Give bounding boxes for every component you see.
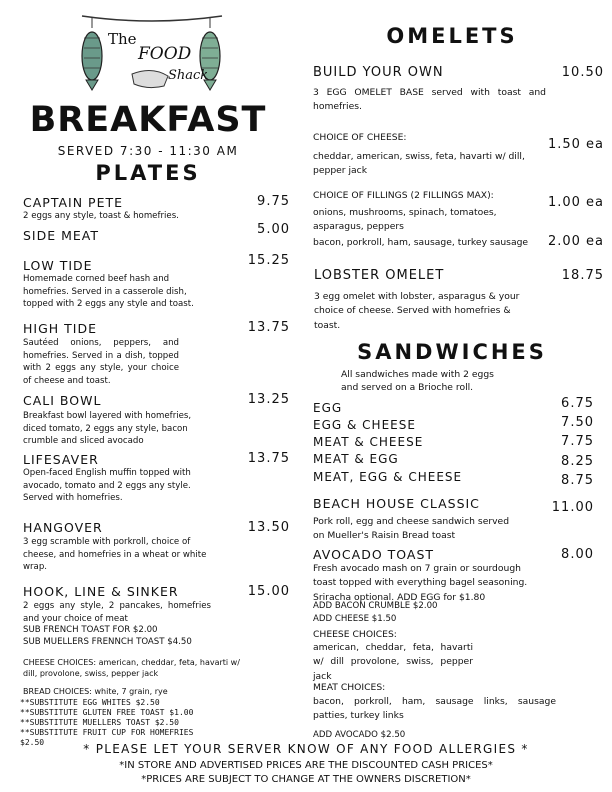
item-desc: Breakfast bowl layered with homefries, diced tomato, 2 eggs any style, bacon crumble and sliced avocado <box>23 411 192 447</box>
substitution-line: $2.50 <box>20 738 45 747</box>
right-cheese-choices: american, cheddar, feta, havarti w/ dill provolone, swiss, pepper jack <box>313 642 473 682</box>
sandwich-name: MEAT, EGG & CHEESE <box>313 470 463 484</box>
item-price: 9.75 <box>257 194 290 209</box>
item-price: 13.50 <box>247 520 290 535</box>
substitution-line: **SUBSTITUTE GLUTEN FREE TOAST $1.00 <box>20 708 194 717</box>
item-price: 15.25 <box>247 253 290 268</box>
item-name: LOW TIDE <box>23 258 93 273</box>
omelets-title: OMELETS <box>386 24 518 48</box>
left-cheese-choices: CHEESE CHOICES: american, cheddar, feta, havarti w/ dill, provolone, swiss, pepper jack <box>23 658 240 678</box>
substitution-line: **SUBSTITUTE FRUIT CUP FOR HOMEFRIES <box>20 728 194 737</box>
add-avocado: ADD AVOCADO $2.50 <box>313 730 406 740</box>
lobster-name: LOBSTER OMELET <box>314 268 445 283</box>
item-price: 13.25 <box>247 392 290 407</box>
substitution-line: **SUBSTITUTE EGG WHITES $2.50 <box>20 698 160 707</box>
hook-extra-french-toast: SUB FRENCH TOAST FOR $2.00 <box>23 625 158 635</box>
substitutions-list <box>20 698 260 748</box>
right-cheese-choices-label: CHEESE CHOICES: <box>313 629 397 640</box>
sandwich-price: 6.75 <box>561 396 594 411</box>
logo-word-food: FOOD <box>138 44 192 64</box>
item-name: HOOK, LINE & SINKER <box>23 584 179 599</box>
sandwiches-note-1: All sandwiches made with 2 eggs <box>341 369 494 380</box>
logo <box>72 8 232 94</box>
sandwich-price: 7.50 <box>561 415 594 430</box>
item-price: 15.00 <box>247 584 290 599</box>
item-price: 13.75 <box>247 320 290 335</box>
avocado-toast-desc: Fresh avocado mash on 7 grain or sourdough toast topped with everything bagel seasoning. Sriracha optional. ADD EGG for $1.80 <box>313 563 528 603</box>
avocado-add-cheese: ADD CHEESE $1.50 <box>313 614 397 624</box>
item-name: CAPTAIN PETE <box>23 195 124 210</box>
byo-name: BUILD YOUR OWN <box>313 65 444 80</box>
item-name: SIDE MEAT <box>23 228 100 243</box>
item-desc: 3 egg scramble with porkroll, choice of cheese, and homefries in a wheat or white wrap. <box>23 537 207 573</box>
sandwiches-note-2: and served on a Brioche roll. <box>341 382 474 393</box>
cheese-price: 1.50 ea <box>547 137 604 152</box>
sandwiches-title: SANDWICHES <box>357 340 547 364</box>
avocado-toast-price: 8.00 <box>561 547 594 562</box>
logo-word-the: The <box>108 30 137 48</box>
plates-title: PLATES <box>95 161 201 185</box>
sandwich-price: 8.75 <box>561 473 594 488</box>
substitution-line: **SUBSTITUTE MUELLERS TOAST $2.50 <box>20 718 179 727</box>
fillings-label: CHOICE OF FILLINGS (2 FILLINGS MAX): <box>313 190 494 201</box>
cheese-label: CHOICE OF CHEESE: <box>313 132 407 143</box>
fillings-price: 1.00 ea <box>547 195 604 210</box>
item-price: 13.75 <box>247 451 290 466</box>
item-desc: Open-faced English muffin topped with avocado, tomato and 2 eggs any style. Served with homefries. <box>23 468 191 504</box>
logo-word-shack: Shack <box>168 68 209 83</box>
item-desc: 2 eggs any style, toast & homefries. <box>23 211 179 221</box>
item-name: LIFESAVER <box>23 452 99 467</box>
item-desc: Homemade corned beef hash and homefries. Served in a casserole dish, topped with 2 eggs any style and toast. <box>23 274 194 310</box>
sandwich-price: 7.75 <box>561 434 594 449</box>
sandwich-name: MEAT & CHEESE <box>313 435 424 449</box>
hook-extra-muellers-toast: SUB MUELLERS FRENNCH TOAST $4.50 <box>23 637 192 647</box>
breakfast-title: BREAKFAST <box>29 100 267 140</box>
cheese-list: cheddar, american, swiss, feta, havarti w/ dill, pepper jack <box>313 151 525 177</box>
byo-desc: 3 EGG OMELET BASE served with toast and homefries. <box>313 87 546 113</box>
sandwich-name: MEAT & EGG <box>313 452 399 466</box>
avocado-add-bacon: ADD BACON CRUMBLE $2.00 <box>313 601 438 611</box>
item-desc: Sautéed onions, peppers, and homefries. Served in a dish, topped with 2 eggs any style, your choice of cheese and toast. <box>23 338 179 386</box>
bread-choices: BREAD CHOICES: white, 7 grain, rye <box>23 687 168 696</box>
item-name: HANGOVER <box>23 520 103 535</box>
meat-choices-label: MEAT CHOICES: <box>313 682 386 693</box>
meat-choices: bacon, porkroll, ham, sausage links, sausage patties, turkey links <box>313 696 556 722</box>
beach-house-price: 11.00 <box>551 500 594 515</box>
sandwich-name: EGG & CHEESE <box>313 418 416 432</box>
meats-price: 2.00 ea <box>547 234 604 249</box>
footer-allergy-notice: * PLEASE LET YOUR SERVER KNOW OF ANY FOOD ALLERGIES * <box>83 742 529 756</box>
lobster-desc: 3 egg omelet with lobster, asparagus & your choice of cheese. Served with homefries & toast. <box>314 291 520 331</box>
footer-price-change-notice: *PRICES ARE SUBJECT TO CHANGE AT THE OWNERS DISCRETION* <box>141 774 471 785</box>
beach-house-name: BEACH HOUSE CLASSIC <box>313 496 480 511</box>
byo-price: 10.50 <box>561 65 604 80</box>
item-price: 5.00 <box>257 222 290 237</box>
served-hours: SERVED 7:30 - 11:30 AM <box>57 144 239 158</box>
lobster-price: 18.75 <box>561 268 604 283</box>
fillings-list: onions, mushrooms, spinach, tomatoes, asparagus, peppers <box>313 207 497 233</box>
sandwich-name: EGG <box>313 401 343 415</box>
avocado-toast-name: AVOCADO TOAST <box>313 547 435 562</box>
item-name: CALI BOWL <box>23 393 102 408</box>
meats-list: bacon, porkroll, ham, sausage, turkey sausage <box>313 237 529 248</box>
beach-house-desc: Pork roll, egg and cheese sandwich served on Mueller's Raisin Bread toast <box>313 516 510 542</box>
item-name: HIGH TIDE <box>23 321 97 336</box>
footer-cash-prices-notice: *IN STORE AND ADVERTISED PRICES ARE THE DISCOUNTED CASH PRICES* <box>119 760 493 771</box>
item-desc: 2 eggs any style, 2 pancakes, homefries and your choice of meat <box>23 601 211 624</box>
sandwich-price: 8.25 <box>561 454 594 469</box>
